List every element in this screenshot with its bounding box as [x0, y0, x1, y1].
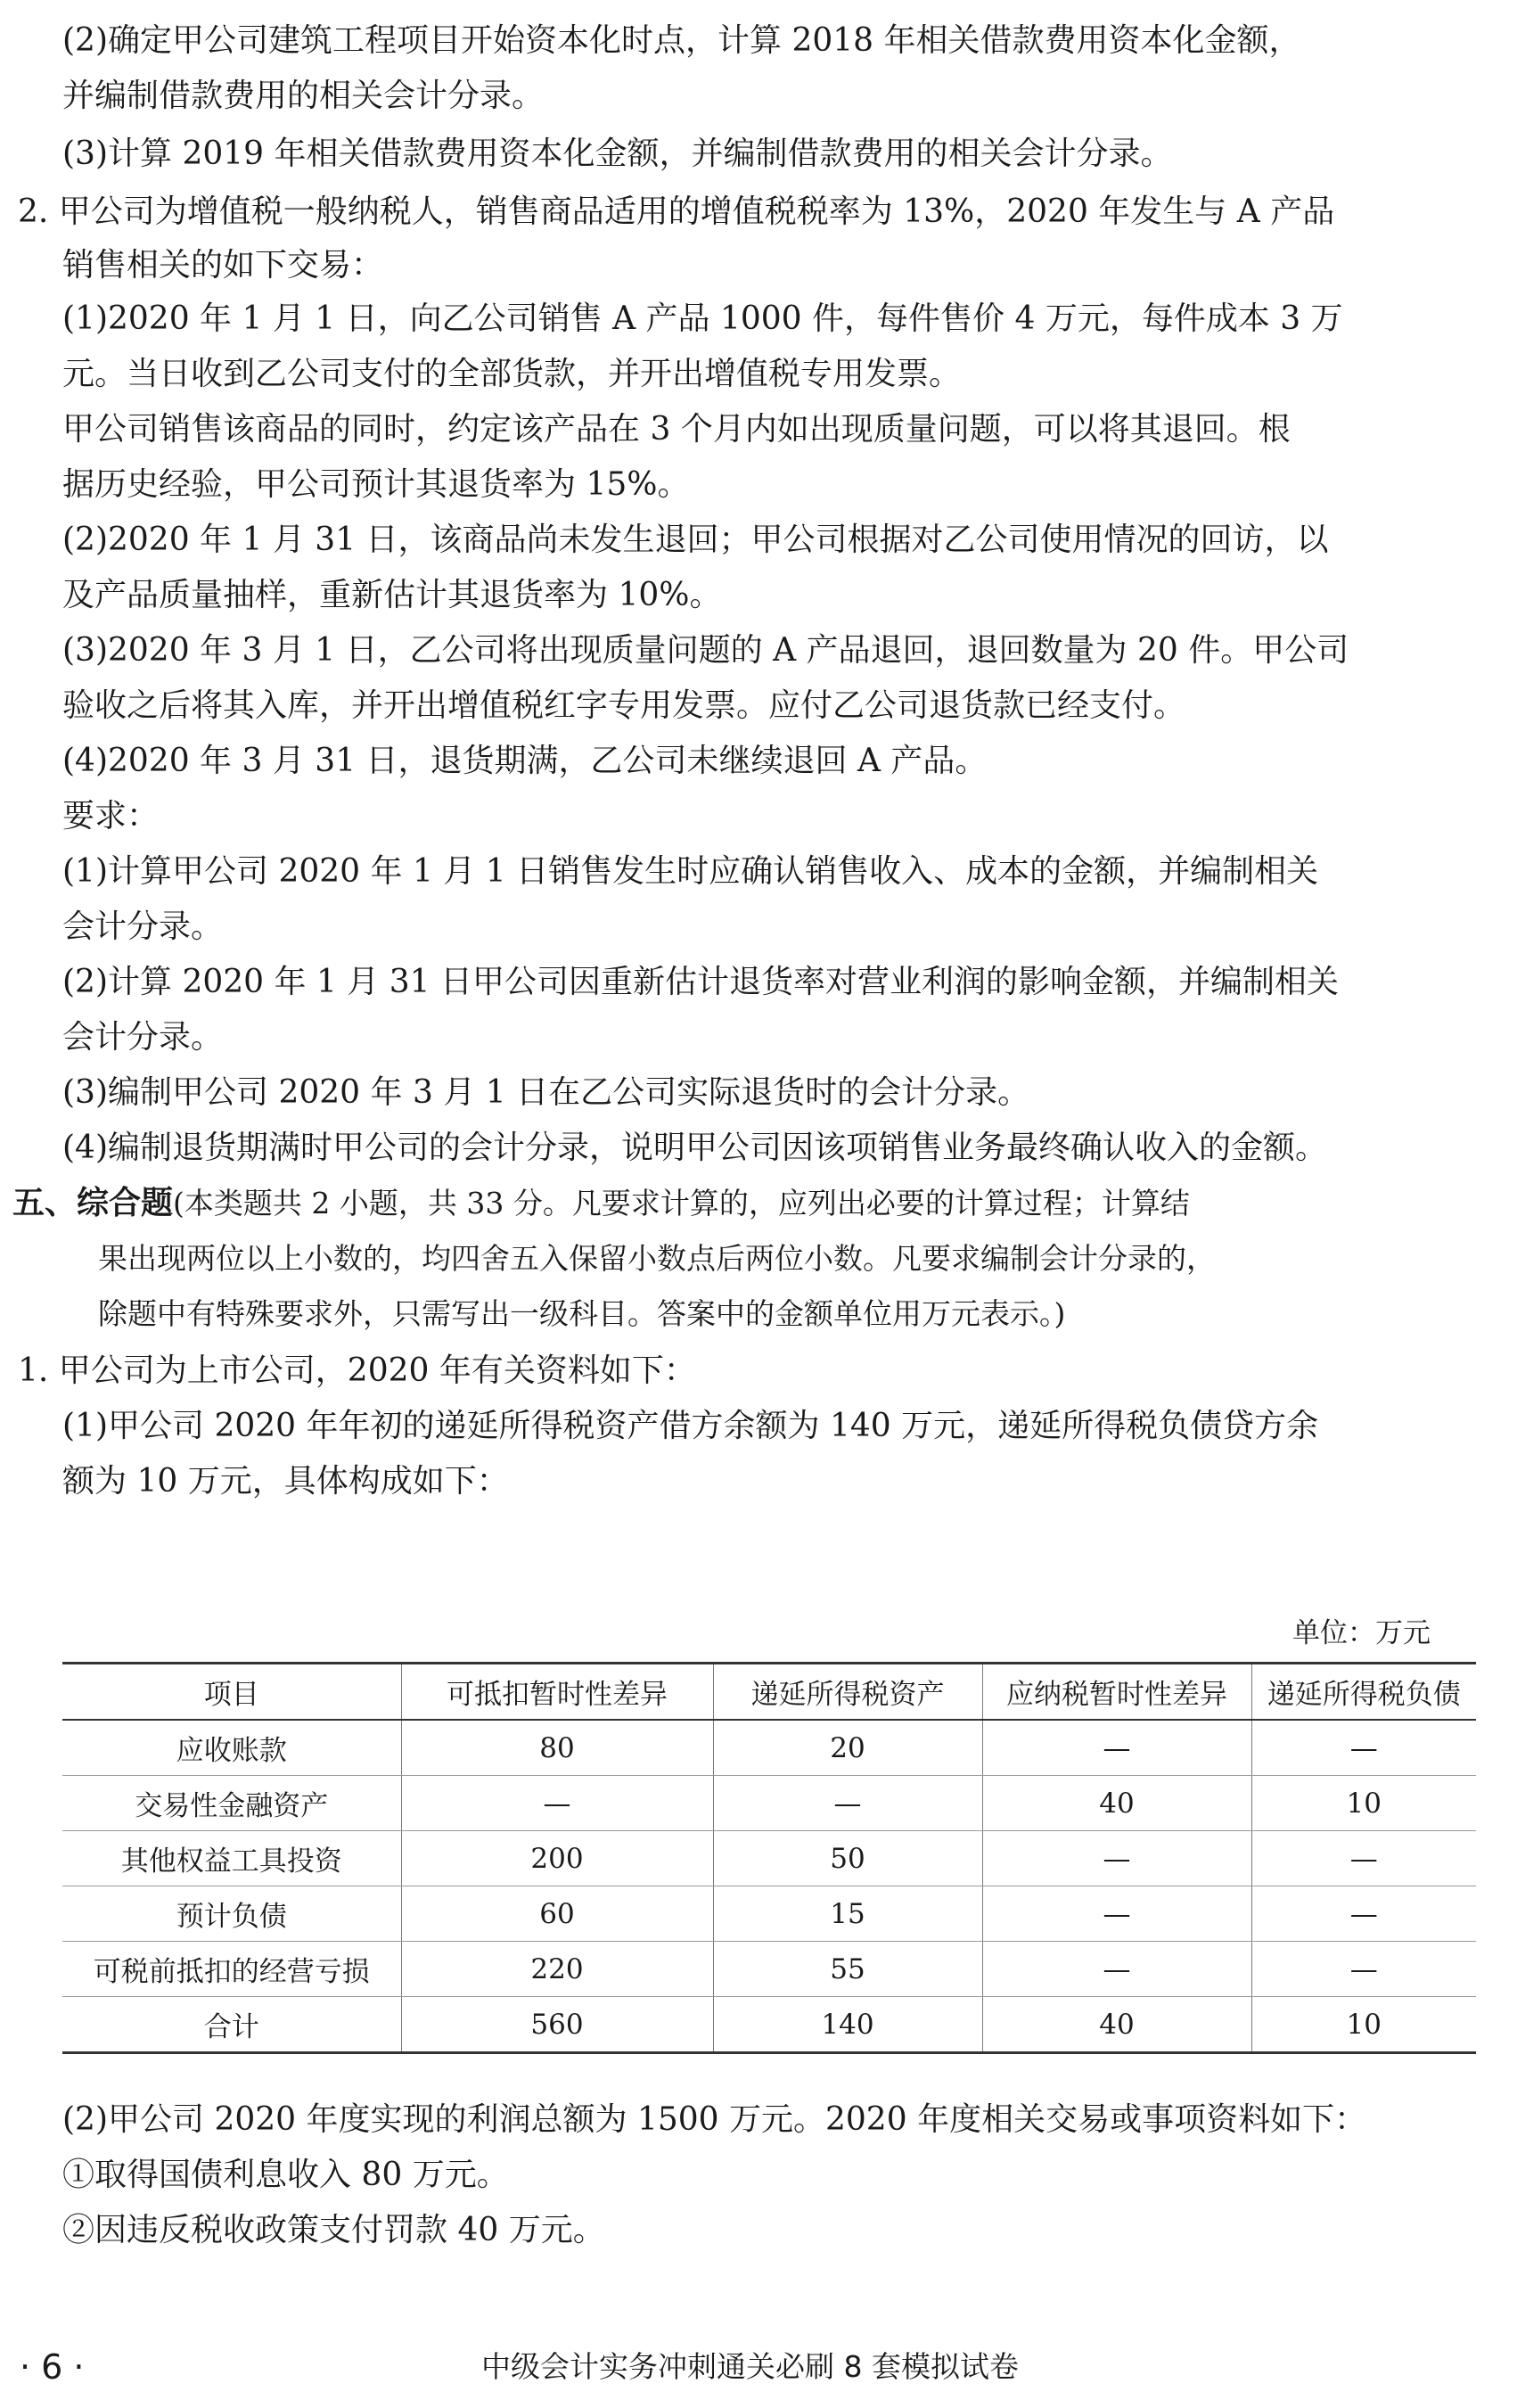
text-line: 额为 10 万元，具体构成如下： — [62, 1463, 509, 1500]
table-cell: 10 — [1251, 1776, 1476, 1831]
book-title: 中级会计实务冲刺通关必刷 8 套模拟试卷 — [481, 2349, 1019, 2384]
table-header: 应纳税暂时性差异 — [982, 1664, 1251, 1721]
question-2-title: 2. 甲公司为增值税一般纳税人，销售商品适用的增值税税率为 13%，2020 年发生与 A 产品 — [18, 193, 1335, 230]
text-line: (1)甲公司 2020 年年初的递延所得税资产借方余额为 140 万元，递延所得税负债贷方余 — [62, 1408, 1319, 1444]
table-cell: 交易性金融资产 — [62, 1776, 401, 1831]
table-cell: — — [982, 1831, 1251, 1886]
section-5-header — [0, 1177, 1517, 1230]
table-cell: — — [1251, 1886, 1476, 1942]
table-cell: — — [1251, 1942, 1476, 1997]
table-cell: 50 — [713, 1831, 982, 1886]
text-line: 会计分录。 — [62, 1019, 224, 1056]
table-row — [62, 1886, 1476, 1942]
section-5-note: 除题中有特殊要求外，只需写出一级科目。答案中的金额单位用万元表示。) — [98, 1296, 1066, 1331]
section-5-note: 果出现两位以上小数的，均四舍五入保留小数点后两位小数。凡要求编制会计分录的， — [98, 1241, 1216, 1276]
table-cell: — — [1251, 1831, 1476, 1886]
text-line: 销售相关的如下交易： — [62, 247, 384, 284]
table-cell: 200 — [401, 1831, 713, 1886]
table-header: 可抵扣暂时性差异 — [401, 1664, 713, 1721]
text-line: (3)编制甲公司 2020 年 3 月 1 日在乙公司实际退货时的会计分录。 — [62, 1074, 1030, 1111]
page-footer — [0, 2345, 1517, 2389]
table-header-row — [62, 1664, 1476, 1721]
table-header: 递延所得税资产 — [713, 1664, 982, 1721]
page-number: · 6 · — [20, 2347, 85, 2387]
text-line: 验收之后将其入库，并开出增值税红字专用发票。应付乙公司退货款已经支付。 — [62, 687, 1186, 724]
text-line: 并编制借款费用的相关会计分录。 — [62, 78, 545, 114]
table-cell: 560 — [401, 1997, 713, 2053]
table-cell: 15 — [713, 1886, 982, 1942]
text-line: 甲公司销售该商品的同时，约定该产品在 3 个月内如出现质量问题，可以将其退回。根 — [62, 411, 1291, 448]
table-cell: 220 — [401, 1942, 713, 1997]
text-line: 据历史经验，甲公司预计其退货率为 15%。 — [62, 466, 690, 503]
section-5-note: (本类题共 2 小题，共 33 分。凡要求计算的，应列出必要的计算过程；计算结 — [173, 1186, 1190, 1220]
table-header: 项目 — [62, 1664, 401, 1721]
table-cell: — — [982, 1942, 1251, 1997]
section-5-title: 五、综合题 — [12, 1185, 174, 1221]
table-cell: 60 — [401, 1886, 713, 1942]
text-line: 会计分录。 — [62, 908, 224, 945]
table-cell: 20 — [713, 1720, 982, 1776]
text-line: (2)计算 2020 年 1 月 31 日甲公司因重新估计退货率对营业利润的影响金额，并编制相关 — [62, 964, 1339, 1000]
text-line: ②因违反税收政策支付罚款 40 万元。 — [62, 2212, 605, 2248]
table-cell: 55 — [713, 1942, 982, 1997]
table-cell: 140 — [713, 1997, 982, 2053]
table-row — [62, 1831, 1476, 1886]
table-cell: 10 — [1251, 1997, 1476, 2053]
table-cell: 40 — [982, 1997, 1251, 2053]
requirements-label: 要求： — [62, 798, 160, 834]
question-1-title: 1. 甲公司为上市公司，2020 年有关资料如下： — [18, 1352, 696, 1389]
table-cell: 预计负债 — [62, 1886, 401, 1942]
table-cell: — — [982, 1720, 1251, 1776]
table-cell: — — [982, 1886, 1251, 1942]
text-line: 及产品质量抽样，重新估计其退货率为 10%。 — [62, 577, 722, 613]
text-line: (4)编制退货期满时甲公司的会计分录，说明甲公司因该项销售业务最终确认收入的金额。 — [62, 1130, 1327, 1166]
table-cell: — — [1251, 1720, 1476, 1776]
table-cell: 可税前抵扣的经营亏损 — [62, 1942, 401, 1997]
text-line: (1)2020 年 1 月 1 日，向乙公司销售 A 产品 1000 件，每件售价 4 万元，每件成本 3 万 — [62, 300, 1343, 337]
table-total-row — [62, 1997, 1476, 2053]
table-cell: 应收账款 — [62, 1720, 401, 1776]
table-row — [62, 1720, 1476, 1776]
table-row — [62, 1942, 1476, 1997]
table-row — [62, 1776, 1476, 1831]
text-line: ①取得国债利息收入 80 万元。 — [62, 2157, 509, 2193]
text-line: (3)2020 年 3 月 1 日，乙公司将出现质量问题的 A 产品退回，退回数量为 20 件。甲公司 — [62, 632, 1349, 669]
text-line: (2)确定甲公司建筑工程项目开始资本化时点，计算 2018 年相关借款费用资本化金额， — [62, 22, 1301, 59]
table-unit-label: 单位：万元 — [1292, 1617, 1431, 1649]
text-line: (1)计算甲公司 2020 年 1 月 1 日销售发生时应确认销售收入、成本的金额，并编制相关 — [62, 853, 1319, 890]
text-line: (2)2020 年 1 月 31 日，该商品尚未发生退回；甲公司根据对乙公司使用情况的回访，以 — [62, 522, 1329, 558]
table-cell: — — [713, 1776, 982, 1831]
text-line: (3)计算 2019 年相关借款费用资本化金额，并编制借款费用的相关会计分录。 — [62, 136, 1173, 172]
deferred-tax-table — [62, 1662, 1476, 2054]
text-line: (4)2020 年 3 月 31 日，退货期满，乙公司未继续退回 A 产品。 — [62, 743, 988, 779]
text-line: 元。当日收到乙公司支付的全部货款，并开出增值税专用发票。 — [62, 356, 962, 392]
table-cell: 其他权益工具投资 — [62, 1831, 401, 1886]
table-header: 递延所得税负债 — [1251, 1664, 1476, 1721]
text-line: (2)甲公司 2020 年度实现的利润总额为 1500 万元。2020 年度相关交易或事项资料如下： — [62, 2101, 1367, 2138]
table-cell: 80 — [401, 1720, 713, 1776]
table-cell: 合计 — [62, 1997, 401, 2053]
table-cell: 40 — [982, 1776, 1251, 1831]
table-cell: — — [401, 1776, 713, 1831]
